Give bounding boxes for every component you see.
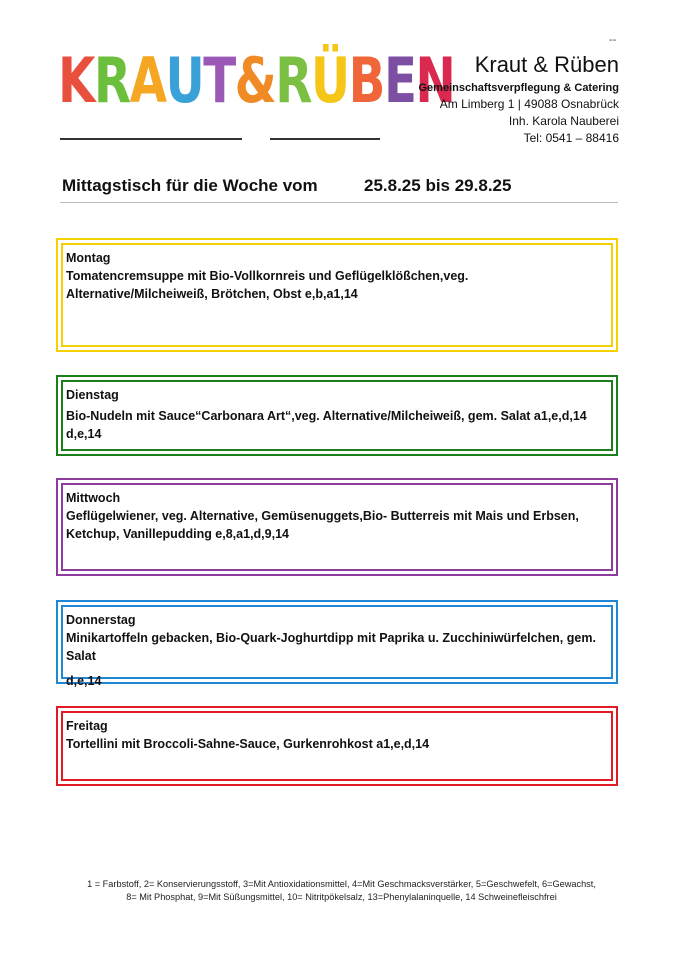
day-menu: Tomatencremsuppe mit Bio-Vollkornreis und Geflügelklößchen,veg. Alternative/Milcheiweiß, Brötchen, Obst e,b,a1,14 bbox=[66, 269, 469, 301]
title-prefix: Mittagstisch für die Woche vom bbox=[62, 176, 318, 195]
logo-letter: K bbox=[58, 44, 94, 117]
day-menu: Tortellini mit Broccoli-Sahne-Sauce, Gurkenrohkost a1,e,d,14 bbox=[66, 737, 430, 751]
day-box-donnerstag bbox=[56, 600, 618, 688]
company-subtitle: Gemeinschaftsverpflegung & Catering bbox=[418, 82, 619, 94]
company-address: Am Limberg 1 | 49088 Osnabrück bbox=[439, 97, 619, 111]
company-info bbox=[359, 44, 619, 147]
corner-mark: -- bbox=[609, 34, 617, 46]
day-menu: Geflügelwiener, veg. Alternative, Gemüsenuggets,Bio- Butterreis mit Mais und Erbsen, Ketchup, Vanillepudding e,8,a1,d,9,14 bbox=[66, 509, 579, 541]
legend-line-2: 8= Mit Phosphat, 9=Mit Süßungsmittel, 10= Nitritpökelsalz, 13=Phenylalaninquelle, 14 Schweinefleischfrei bbox=[126, 892, 557, 902]
logo-letter: U bbox=[165, 44, 204, 117]
logo-underline-left bbox=[60, 138, 242, 140]
day-name: Mittwoch bbox=[66, 491, 121, 505]
allergen-legend bbox=[40, 878, 643, 904]
logo-letter: Ü bbox=[310, 44, 349, 117]
day-name: Freitag bbox=[66, 719, 108, 733]
day-menu: Bio-Nudeln mit Sauce“Carbonara Art“,veg. Alternative/Milcheiweiß, gem. Salat a1,e,d,14 d,e,14 bbox=[66, 409, 587, 441]
logo bbox=[58, 44, 455, 148]
legend-line-1: 1 = Farbstoff, 2= Konservierungsstoff, 3=Mit Antioxidationsmittel, 4=Mit Geschmacksverstärker, 5=Geschwefelt, 6=Gewachst, bbox=[87, 879, 596, 889]
day-menu: Minikartoffeln gebacken, Bio-Quark-Joghurtdipp mit Paprika u. Zucchiniwürfelchen, gem. Salat bbox=[66, 631, 596, 663]
title-divider bbox=[60, 202, 618, 203]
logo-letter: R bbox=[93, 44, 130, 117]
logo-letter: A bbox=[129, 44, 166, 117]
company-name: Kraut & Rüben bbox=[474, 52, 619, 77]
day-box-mittwoch bbox=[56, 478, 618, 576]
logo-letter: N bbox=[415, 44, 455, 117]
day-box-dienstag bbox=[56, 375, 618, 456]
logo-letter: E bbox=[383, 44, 416, 117]
day-name: Donnerstag bbox=[66, 613, 136, 627]
day-menu-allergens: d,e,14 bbox=[66, 674, 102, 688]
logo-letter: & bbox=[234, 44, 276, 117]
title-dates: 25.8.25 bis 29.8.25 bbox=[364, 176, 512, 195]
day-box-freitag bbox=[56, 706, 618, 786]
logo-letter: R bbox=[275, 44, 311, 117]
company-owner: Inh. Karola Nauberei bbox=[508, 114, 619, 128]
logo-letter: B bbox=[348, 44, 384, 117]
day-name: Montag bbox=[66, 251, 111, 265]
day-name: Dienstag bbox=[66, 388, 119, 402]
page-title bbox=[62, 176, 618, 196]
company-phone: Tel: 0541 – 88416 bbox=[523, 131, 619, 145]
logo-letter: T bbox=[203, 44, 235, 117]
day-box-montag bbox=[56, 238, 618, 352]
